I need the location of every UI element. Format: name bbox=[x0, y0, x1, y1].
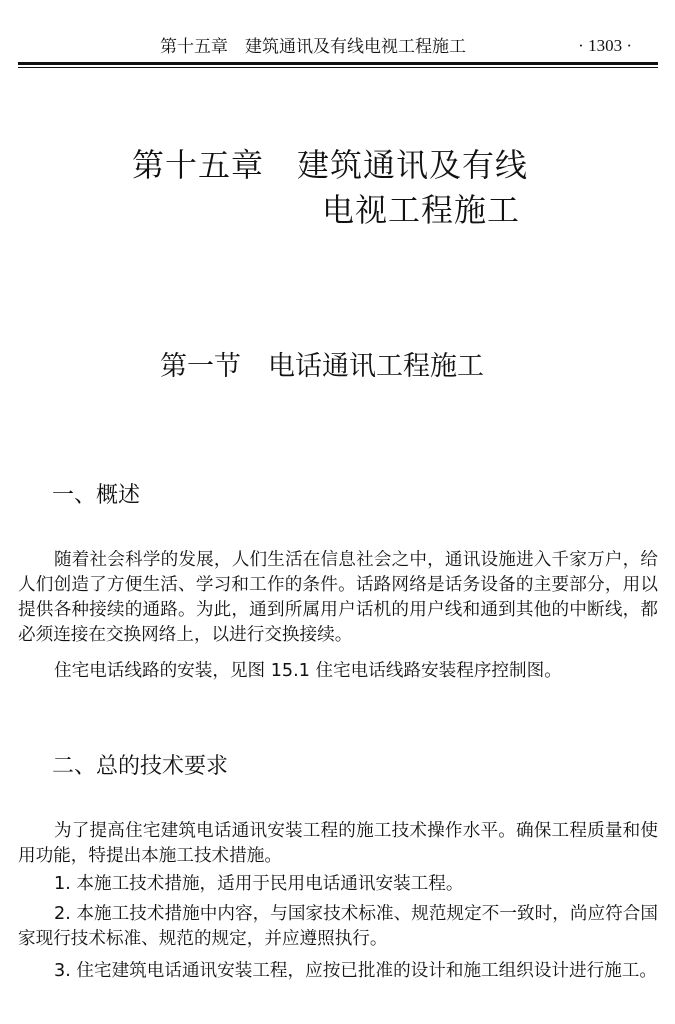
paragraph: 为了提高住宅建筑电话通讯安装工程的施工技术操作水平。确保工程质量和使用功能，特提出本施工技术措施。 bbox=[18, 821, 658, 866]
paragraph: 3. 住宅建筑电话通讯安装工程，应按已批准的设计和施工组织设计进行施工。 bbox=[54, 961, 657, 981]
subsection-heading-requirements: 二、总的技术要求 bbox=[52, 754, 229, 779]
chapter-title-line2: 电视工程施工 bbox=[322, 191, 521, 229]
running-header bbox=[18, 30, 658, 60]
header-rule-thin bbox=[18, 67, 658, 68]
running-title: 第十五章 建筑通讯及有线电视工程施工 bbox=[160, 37, 466, 57]
page-number: · 1303 · bbox=[578, 36, 632, 55]
header-rule-thick bbox=[18, 62, 658, 65]
paragraph: 住宅电话线路的安装，见图 15.1 住宅电话线路安装程序控制图。 bbox=[54, 661, 562, 681]
subsection-heading-overview: 一、概述 bbox=[52, 483, 141, 508]
paragraph: 随着社会科学的发展，人们生活在信息社会之中，通讯设施进入千家万户，给人们创造了方便生活、学习和工作的条件。话路网络是话务设备的主要部分，用以提供各种接续的通路。为此，通到所属用户话机的用户线和通到其他的中断线，都必须连接在交换网络上，以进行交换接续。 bbox=[18, 550, 658, 645]
section-title: 第一节 电话通讯工程施工 bbox=[160, 351, 484, 382]
chapter-title-line1: 第十五章 建筑通讯及有线 bbox=[132, 146, 529, 184]
paragraph: 1. 本施工技术措施，适用于民用电话通讯安装工程。 bbox=[54, 874, 464, 894]
paragraph: 2. 本施工技术措施中内容，与国家技术标准、规范规定不一致时，尚应符合国家现行技术标准、规范的规定，并应遵照执行。 bbox=[18, 904, 658, 949]
